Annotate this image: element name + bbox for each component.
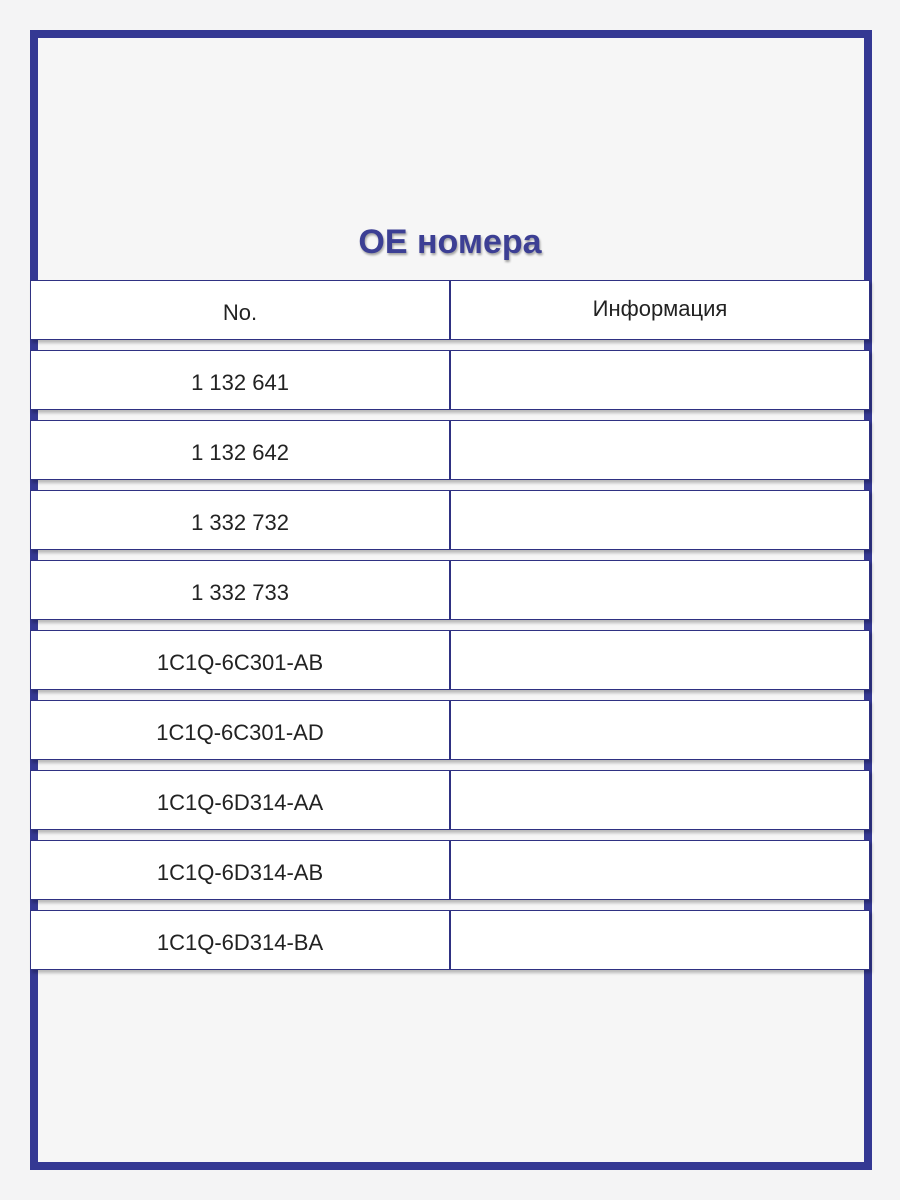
cell-oe-number: 1 332 733: [31, 561, 451, 619]
cell-info: [451, 421, 869, 479]
cell-oe-number: 1C1Q-6D314-BA: [31, 911, 451, 969]
table-row: [30, 490, 870, 550]
table-row: [30, 420, 870, 480]
cell-oe-number: 1 132 641: [31, 351, 451, 409]
cell-info: [451, 771, 869, 829]
page-title: OE номера: [358, 223, 542, 261]
cell-oe-number: 1C1Q-6D314-AA: [31, 771, 451, 829]
column-header-no: No.: [31, 281, 451, 339]
table-row: [30, 840, 870, 900]
table-row: [30, 630, 870, 690]
table-header-row: [30, 280, 870, 340]
cell-info: [451, 841, 869, 899]
cell-oe-number: 1C1Q-6C301-AB: [31, 631, 451, 689]
cell-oe-number: 1C1Q-6C301-AD: [31, 701, 451, 759]
cell-info: [451, 911, 869, 969]
table-row: [30, 910, 870, 970]
cell-info: [451, 491, 869, 549]
cell-oe-number: 1C1Q-6D314-AB: [31, 841, 451, 899]
column-header-info: Информация: [592, 296, 728, 321]
cell-oe-number: 1 132 642: [31, 421, 451, 479]
cell-info: [451, 701, 869, 759]
cell-info: [451, 561, 869, 619]
table-row: [30, 770, 870, 830]
table-row: [30, 700, 870, 760]
table-row: [30, 350, 870, 410]
cell-info: [451, 351, 869, 409]
cell-info: [451, 631, 869, 689]
table-row: [30, 560, 870, 620]
cell-oe-number: 1 332 732: [31, 491, 451, 549]
